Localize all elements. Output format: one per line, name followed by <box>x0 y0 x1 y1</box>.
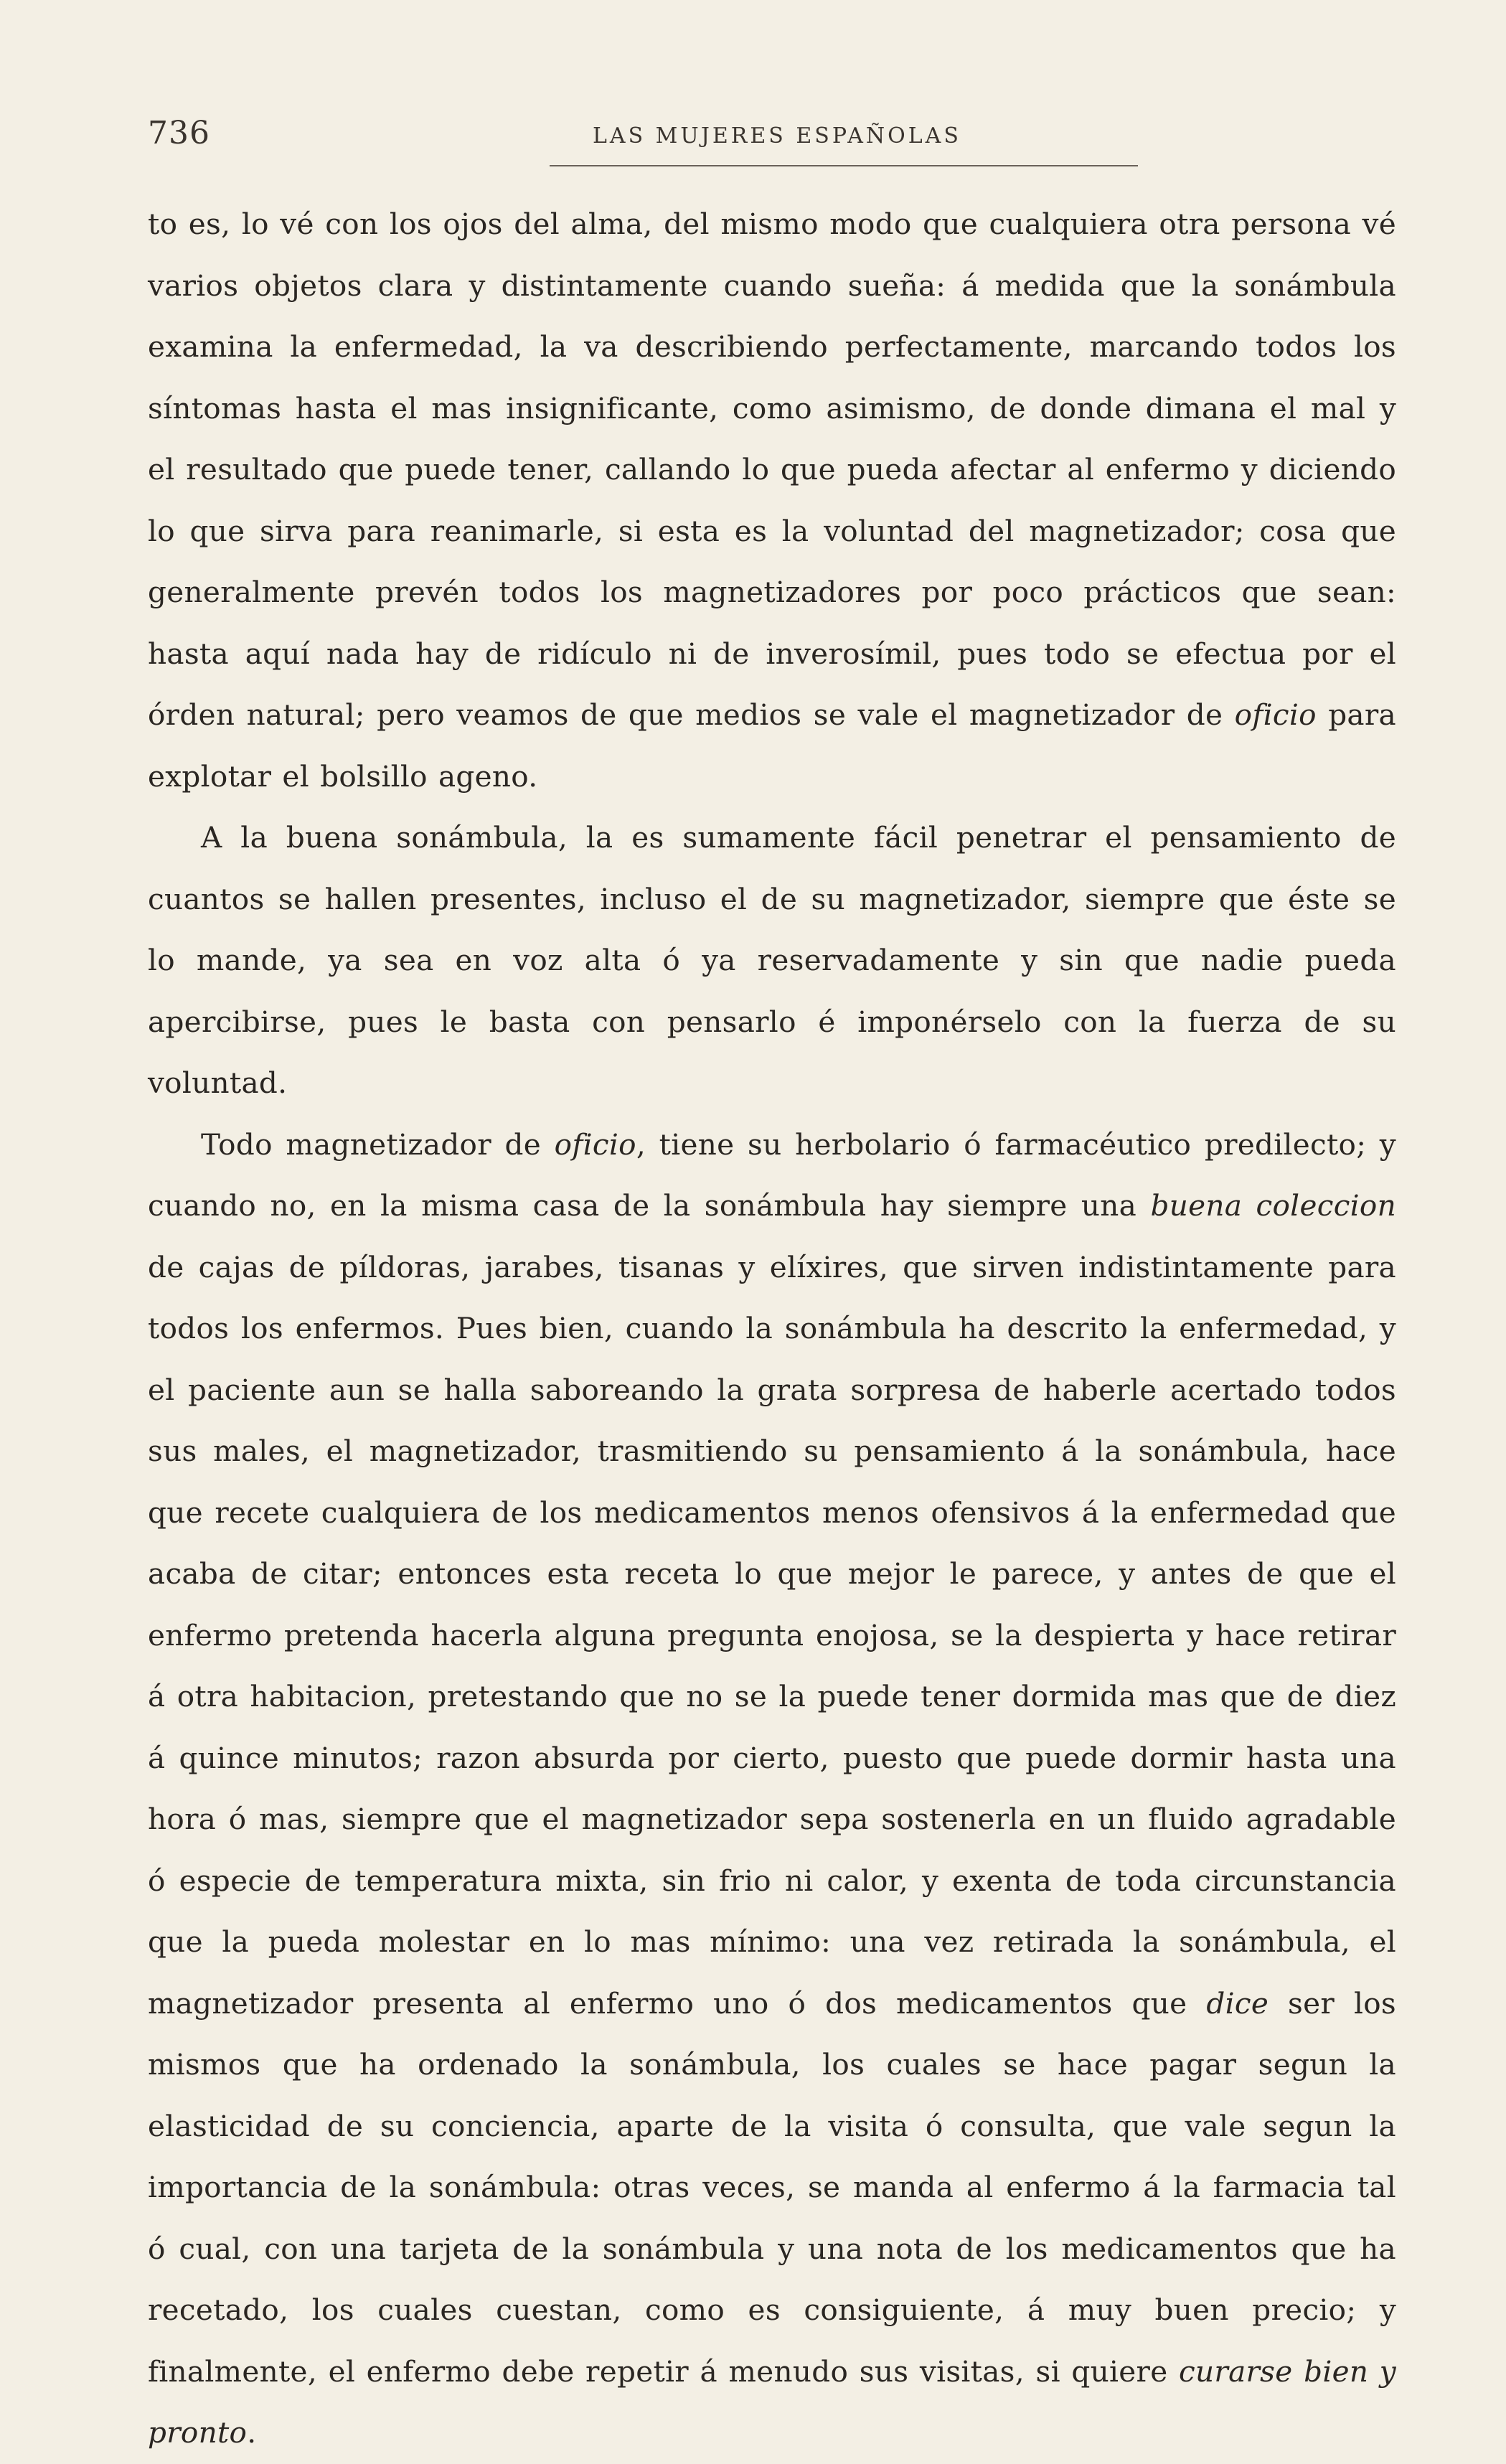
paragraph-1-text-end: para explotar el bolsillo ageno. <box>148 697 1396 794</box>
paragraph-1 <box>148 194 1396 807</box>
paragraph-3-text-end: . <box>247 2415 257 2450</box>
italic-dice: dice <box>1206 1985 1269 2021</box>
italic-oficio: oficio <box>554 1127 636 1162</box>
header-rule <box>550 165 1138 166</box>
paragraph-3-text: de cajas de píldoras, jarabes, tisanas y elíxires, que sirven indistintamente para todos los enfermos. Pues bien, cuando la sonámbula ha descrito la enfermedad, y el paciente aun se halla saboreando la grata sorpresa de haberle acertado todos sus males, el magnetizador, trasmitiendo su pensamiento á la sonámbula, hace que recete cualquiera de los medicamentos menos ofensivos á la enfermedad que acaba de citar; entonces esta receta lo que mejor le parece, y antes de que el enfermo pretenda hacerla alguna pregunta enojosa, se la despierta y hace retirar á otra habitacion, pretestando que no se la puede tener dormida mas que de diez á quince minutos; razon absurda por cierto, puesto que puede dormir hasta una hora ó mas, siempre que el magnetizador sepa sostenerla en un fluido agradable ó especie de temperatura mixta, sin frio ni calor, y exenta de toda circunstancia que la pueda molestar en lo mas mínimo: una vez retirada la sonámbula, el magnetizador presenta al enfermo uno ó dos medicamentos que <box>148 1249 1396 2021</box>
paragraph-3-text: ser los mismos que ha ordenado la sonámbula, los cuales se hace pagar segun la elasticidad de su conciencia, aparte de la visita ó consulta, que vale segun la importancia de la sonámbula: otras veces, se manda al enfermo á la farmacia tal ó cual, con una tarjeta de la sonámbula y una nota de los medicamentos que ha recetado, los cuales cuestan, como es consiguiente, á muy buen precio; y finalmente, el enfermo debe repetir á menudo sus visitas, si quiere <box>148 1985 1396 2389</box>
italic-curarse-bien-y-pronto: curarse bien y pronto <box>148 2354 1396 2450</box>
page-number: 736 <box>148 115 210 151</box>
italic-buena-coleccion: buena coleccion <box>1150 1188 1396 1223</box>
running-title: LAS MUJERES ESPAÑOLAS <box>593 123 961 149</box>
paragraph-3-text: Todo magnetizador de <box>201 1127 555 1162</box>
paragraph-3 <box>148 1114 1396 2464</box>
page-body <box>148 194 1396 2464</box>
paragraph-1-text: to es, lo vé con los ojos del alma, del mismo modo que cualquiera otra persona vé varios objetos clara y distintamente cuando sueña: á medida que la sonámbula examina la enfermedad, la va describiendo perfectamente, marcando todos los síntomas hasta el mas insignificante, como asimismo, de donde dimana el mal y el resultado que puede tener, callando lo que pueda afectar al enfermo y diciendo lo que sirva para reanimarle, si esta es la voluntad del magnetizador; cosa que generalmente prevén todos los magnetizadores por poco prácticos que sean: hasta aquí nada hay de ridículo ni de inverosímil, pues todo se efectua por el órden natural; pero veamos de que medios se vale el magnetizador de <box>148 207 1396 732</box>
paragraph-2 <box>148 807 1396 1114</box>
paragraph-3-text: , tiene su herbolario ó farmacéutico predilecto; y cuando no, en la misma casa de la sonámbula hay siempre una <box>148 1127 1396 1223</box>
italic-oficio: oficio <box>1234 697 1317 732</box>
paragraph-2-text: A la buena sonámbula, la es sumamente fácil penetrar el pensamiento de cuantos se hallen presentes, incluso el de su magnetizador, siempre que éste se lo mande, ya sea en voz alta ó ya reservadamente y sin que nadie pueda apercibirse, pues le basta con pensarlo é imponérselo con la fuerza de su voluntad. <box>148 820 1396 1100</box>
